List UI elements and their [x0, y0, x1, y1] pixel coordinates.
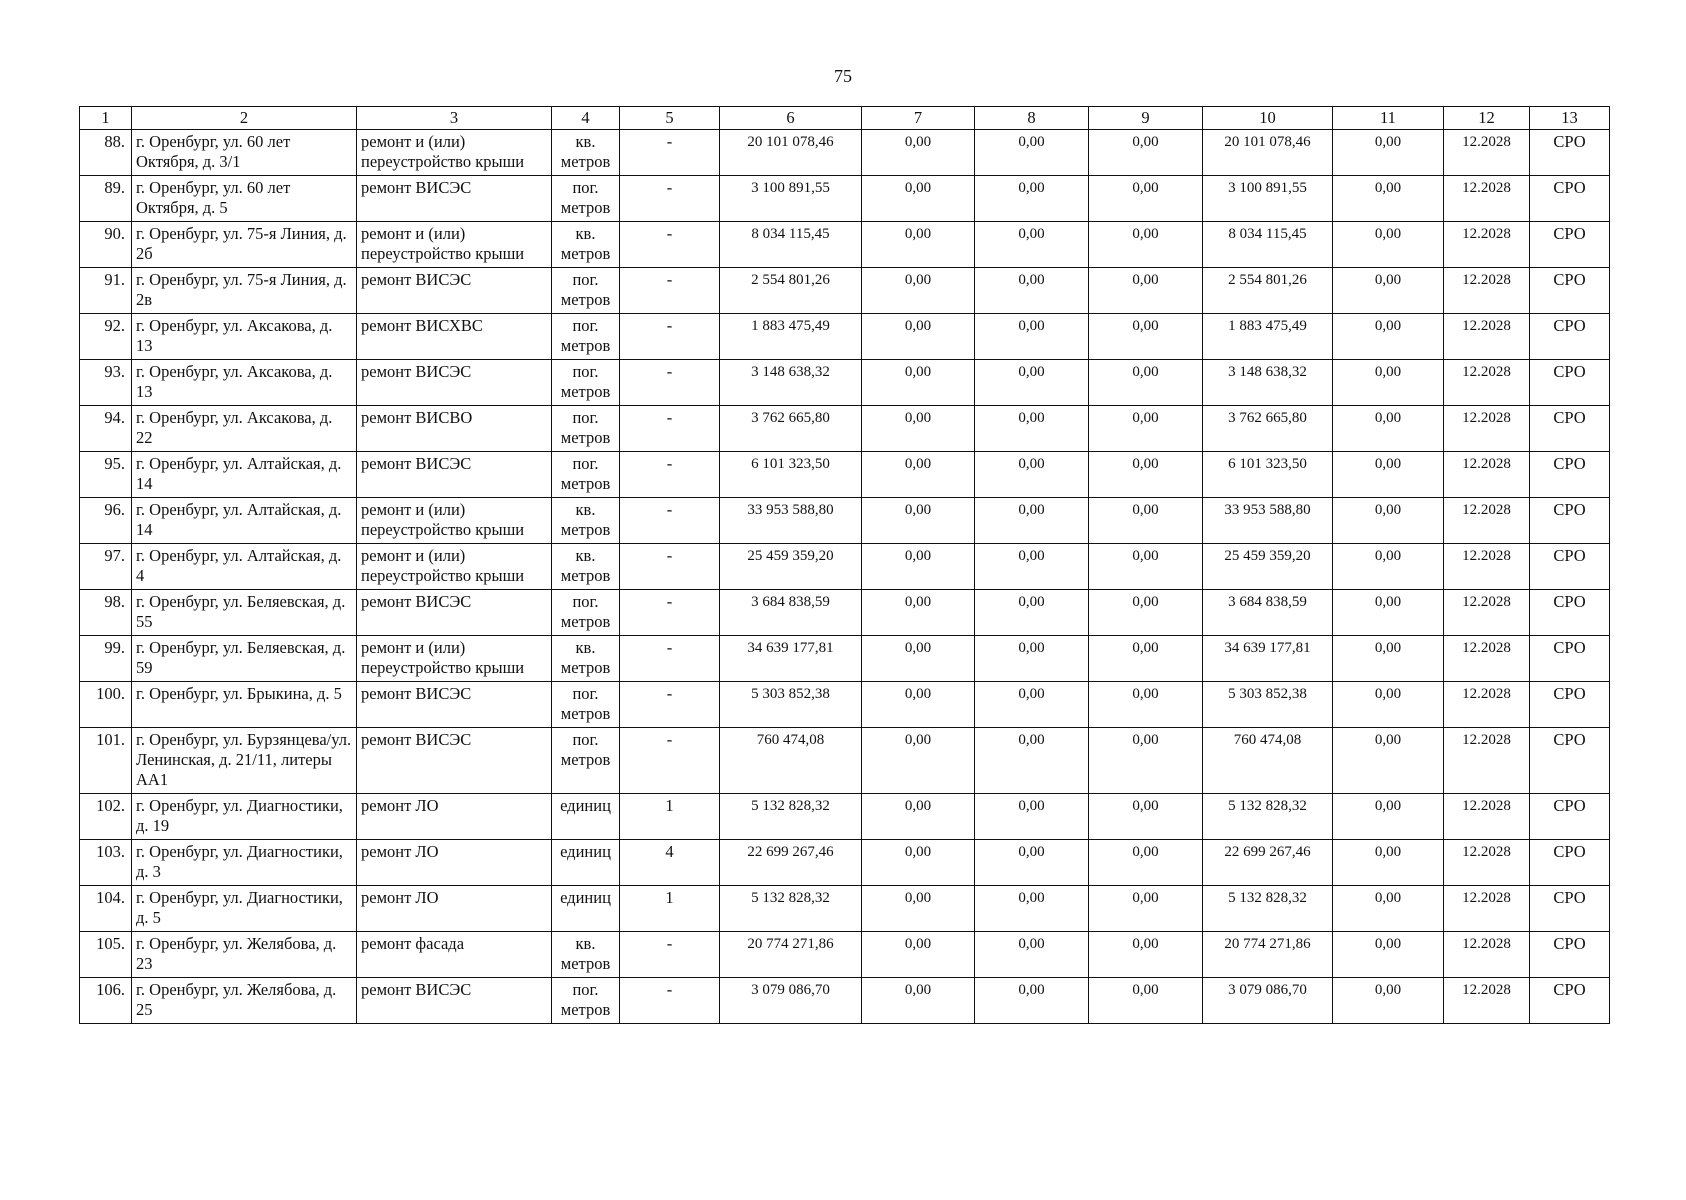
fund-cell-9: 0,00: [1089, 406, 1203, 452]
total-cost-cell: 3 148 638,32: [720, 360, 862, 406]
fund-cell-8: 0,00: [975, 682, 1089, 728]
fund-source-cell: СРО: [1530, 590, 1610, 636]
total-cost-cell: 1 883 475,49: [720, 314, 862, 360]
total-cost-cell: 2 554 801,26: [720, 268, 862, 314]
row-number: 106.: [80, 978, 132, 1024]
row-number: 97.: [80, 544, 132, 590]
completion-date-cell: 12.2028: [1444, 544, 1530, 590]
fund-cell-10: 5 132 828,32: [1203, 794, 1333, 840]
fund-cell-8: 0,00: [975, 932, 1089, 978]
fund-cell-7: 0,00: [862, 360, 975, 406]
fund-cell-7: 0,00: [862, 222, 975, 268]
fund-cell-10: 6 101 323,50: [1203, 452, 1333, 498]
fund-cell-9: 0,00: [1089, 360, 1203, 406]
fund-cell-7: 0,00: [862, 314, 975, 360]
completion-date-cell: 12.2028: [1444, 794, 1530, 840]
address-cell: г. Оренбург, ул. Алтайская, д. 14: [132, 498, 357, 544]
fund-cell-8: 0,00: [975, 728, 1089, 794]
unit-cell: кв. метров: [552, 222, 620, 268]
fund-cell-10: 3 148 638,32: [1203, 360, 1333, 406]
work-type-cell: ремонт ВИСЭС: [357, 452, 552, 498]
fund-cell-10: 5 303 852,38: [1203, 682, 1333, 728]
fund-cell-9: 0,00: [1089, 886, 1203, 932]
fund-cell-10: 3 684 838,59: [1203, 590, 1333, 636]
table-row: [80, 840, 1610, 886]
table-row: [80, 176, 1610, 222]
total-cost-cell: 20 774 271,86: [720, 932, 862, 978]
row-number: 105.: [80, 932, 132, 978]
fund-source-cell: СРО: [1530, 682, 1610, 728]
total-cost-cell: 6 101 323,50: [720, 452, 862, 498]
quantity-cell: -: [620, 636, 720, 682]
fund-cell-10: 3 079 086,70: [1203, 978, 1333, 1024]
fund-cell-11: 0,00: [1333, 544, 1444, 590]
completion-date-cell: 12.2028: [1444, 268, 1530, 314]
work-type-cell: ремонт ВИСЭС: [357, 360, 552, 406]
quantity-cell: -: [620, 978, 720, 1024]
fund-cell-11: 0,00: [1333, 222, 1444, 268]
completion-date-cell: 12.2028: [1444, 886, 1530, 932]
address-cell: г. Оренбург, ул. 75-я Линия, д. 2в: [132, 268, 357, 314]
unit-cell: единиц: [552, 794, 620, 840]
total-cost-cell: 5 132 828,32: [720, 794, 862, 840]
column-number-row: [80, 107, 1610, 130]
fund-cell-11: 0,00: [1333, 886, 1444, 932]
fund-cell-8: 0,00: [975, 452, 1089, 498]
column-header-5: 5: [620, 107, 720, 130]
fund-source-cell: СРО: [1530, 840, 1610, 886]
address-cell: г. Оренбург, ул. 60 лет Октября, д. 5: [132, 176, 357, 222]
column-header-8: 8: [975, 107, 1089, 130]
completion-date-cell: 12.2028: [1444, 840, 1530, 886]
address-cell: г. Оренбург, ул. Аксакова, д. 13: [132, 314, 357, 360]
table-row: [80, 406, 1610, 452]
fund-cell-10: 2 554 801,26: [1203, 268, 1333, 314]
total-cost-cell: 33 953 588,80: [720, 498, 862, 544]
fund-cell-9: 0,00: [1089, 268, 1203, 314]
fund-cell-9: 0,00: [1089, 176, 1203, 222]
fund-source-cell: СРО: [1530, 544, 1610, 590]
total-cost-cell: 3 079 086,70: [720, 978, 862, 1024]
fund-cell-7: 0,00: [862, 978, 975, 1024]
work-type-cell: ремонт фасада: [357, 932, 552, 978]
unit-cell: кв. метров: [552, 636, 620, 682]
capital-repair-table: [79, 106, 1610, 1024]
work-type-cell: ремонт и (или) переустройство крыши: [357, 498, 552, 544]
fund-source-cell: СРО: [1530, 314, 1610, 360]
unit-cell: пог. метров: [552, 452, 620, 498]
row-number: 93.: [80, 360, 132, 406]
fund-cell-7: 0,00: [862, 886, 975, 932]
total-cost-cell: 3 684 838,59: [720, 590, 862, 636]
fund-cell-8: 0,00: [975, 314, 1089, 360]
fund-cell-11: 0,00: [1333, 314, 1444, 360]
fund-source-cell: СРО: [1530, 498, 1610, 544]
completion-date-cell: 12.2028: [1444, 452, 1530, 498]
fund-cell-9: 0,00: [1089, 222, 1203, 268]
fund-cell-8: 0,00: [975, 794, 1089, 840]
row-number: 91.: [80, 268, 132, 314]
fund-cell-9: 0,00: [1089, 314, 1203, 360]
completion-date-cell: 12.2028: [1444, 360, 1530, 406]
work-type-cell: ремонт ВИСЭС: [357, 978, 552, 1024]
fund-cell-9: 0,00: [1089, 682, 1203, 728]
fund-cell-11: 0,00: [1333, 978, 1444, 1024]
fund-cell-11: 0,00: [1333, 932, 1444, 978]
row-number: 102.: [80, 794, 132, 840]
fund-cell-10: 33 953 588,80: [1203, 498, 1333, 544]
fund-source-cell: СРО: [1530, 886, 1610, 932]
fund-cell-10: 3 100 891,55: [1203, 176, 1333, 222]
fund-cell-7: 0,00: [862, 728, 975, 794]
row-number: 88.: [80, 130, 132, 176]
fund-cell-7: 0,00: [862, 794, 975, 840]
fund-cell-7: 0,00: [862, 268, 975, 314]
fund-cell-11: 0,00: [1333, 130, 1444, 176]
fund-cell-10: 8 034 115,45: [1203, 222, 1333, 268]
work-type-cell: ремонт ВИСХВС: [357, 314, 552, 360]
fund-cell-11: 0,00: [1333, 176, 1444, 222]
completion-date-cell: 12.2028: [1444, 406, 1530, 452]
quantity-cell: 4: [620, 840, 720, 886]
table-row: [80, 590, 1610, 636]
column-header-4: 4: [552, 107, 620, 130]
fund-source-cell: СРО: [1530, 406, 1610, 452]
table-row: [80, 978, 1610, 1024]
address-cell: г. Оренбург, ул. Бурзянцева/ул. Ленинская, д. 21/11, литеры АА1: [132, 728, 357, 794]
work-type-cell: ремонт ЛО: [357, 794, 552, 840]
fund-cell-9: 0,00: [1089, 728, 1203, 794]
row-number: 100.: [80, 682, 132, 728]
unit-cell: кв. метров: [552, 932, 620, 978]
row-number: 103.: [80, 840, 132, 886]
address-cell: г. Оренбург, ул. Аксакова, д. 22: [132, 406, 357, 452]
fund-cell-9: 0,00: [1089, 498, 1203, 544]
fund-source-cell: СРО: [1530, 978, 1610, 1024]
unit-cell: кв. метров: [552, 130, 620, 176]
completion-date-cell: 12.2028: [1444, 728, 1530, 794]
fund-source-cell: СРО: [1530, 268, 1610, 314]
row-number: 99.: [80, 636, 132, 682]
table-row: [80, 268, 1610, 314]
quantity-cell: -: [620, 360, 720, 406]
table-row: [80, 314, 1610, 360]
unit-cell: пог. метров: [552, 360, 620, 406]
row-number: 98.: [80, 590, 132, 636]
unit-cell: пог. метров: [552, 590, 620, 636]
quantity-cell: -: [620, 544, 720, 590]
fund-cell-7: 0,00: [862, 176, 975, 222]
fund-cell-11: 0,00: [1333, 406, 1444, 452]
fund-cell-8: 0,00: [975, 268, 1089, 314]
fund-cell-11: 0,00: [1333, 360, 1444, 406]
fund-cell-8: 0,00: [975, 498, 1089, 544]
unit-cell: единиц: [552, 886, 620, 932]
fund-cell-11: 0,00: [1333, 452, 1444, 498]
unit-cell: пог. метров: [552, 268, 620, 314]
column-header-9: 9: [1089, 107, 1203, 130]
total-cost-cell: 5 303 852,38: [720, 682, 862, 728]
fund-source-cell: СРО: [1530, 452, 1610, 498]
quantity-cell: -: [620, 682, 720, 728]
fund-cell-10: 20 774 271,86: [1203, 932, 1333, 978]
column-header-11: 11: [1333, 107, 1444, 130]
table-row: [80, 544, 1610, 590]
fund-cell-7: 0,00: [862, 406, 975, 452]
row-number: 96.: [80, 498, 132, 544]
fund-cell-11: 0,00: [1333, 840, 1444, 886]
fund-cell-7: 0,00: [862, 636, 975, 682]
work-type-cell: ремонт ВИСЭС: [357, 682, 552, 728]
fund-cell-7: 0,00: [862, 130, 975, 176]
fund-cell-8: 0,00: [975, 130, 1089, 176]
work-type-cell: ремонт ВИСЭС: [357, 590, 552, 636]
table-row: [80, 360, 1610, 406]
unit-cell: пог. метров: [552, 176, 620, 222]
completion-date-cell: 12.2028: [1444, 682, 1530, 728]
fund-cell-9: 0,00: [1089, 932, 1203, 978]
fund-cell-9: 0,00: [1089, 840, 1203, 886]
completion-date-cell: 12.2028: [1444, 932, 1530, 978]
column-header-13: 13: [1530, 107, 1610, 130]
column-header-7: 7: [862, 107, 975, 130]
quantity-cell: -: [620, 176, 720, 222]
quantity-cell: -: [620, 268, 720, 314]
fund-cell-7: 0,00: [862, 932, 975, 978]
work-type-cell: ремонт ВИСЭС: [357, 728, 552, 794]
fund-source-cell: СРО: [1530, 130, 1610, 176]
fund-cell-8: 0,00: [975, 406, 1089, 452]
total-cost-cell: 34 639 177,81: [720, 636, 862, 682]
fund-cell-10: 5 132 828,32: [1203, 886, 1333, 932]
row-number: 92.: [80, 314, 132, 360]
address-cell: г. Оренбург, ул. Алтайская, д. 4: [132, 544, 357, 590]
quantity-cell: -: [620, 728, 720, 794]
column-header-2: 2: [132, 107, 357, 130]
quantity-cell: -: [620, 452, 720, 498]
row-number: 101.: [80, 728, 132, 794]
work-type-cell: ремонт ЛО: [357, 886, 552, 932]
address-cell: г. Оренбург, ул. Беляевская, д. 55: [132, 590, 357, 636]
fund-source-cell: СРО: [1530, 728, 1610, 794]
address-cell: г. Оренбург, ул. Брыкина, д. 5: [132, 682, 357, 728]
page-number: 75: [834, 66, 852, 86]
address-cell: г. Оренбург, ул. 75-я Линия, д. 2б: [132, 222, 357, 268]
table-row: [80, 794, 1610, 840]
address-cell: г. Оренбург, ул. Диагностики, д. 19: [132, 794, 357, 840]
unit-cell: пог. метров: [552, 314, 620, 360]
quantity-cell: -: [620, 932, 720, 978]
fund-cell-11: 0,00: [1333, 728, 1444, 794]
completion-date-cell: 12.2028: [1444, 314, 1530, 360]
table-row: [80, 728, 1610, 794]
fund-cell-9: 0,00: [1089, 636, 1203, 682]
fund-cell-8: 0,00: [975, 886, 1089, 932]
total-cost-cell: 3 762 665,80: [720, 406, 862, 452]
work-type-cell: ремонт ВИСЭС: [357, 176, 552, 222]
column-header-1: 1: [80, 107, 132, 130]
quantity-cell: 1: [620, 886, 720, 932]
unit-cell: пог. метров: [552, 978, 620, 1024]
fund-cell-7: 0,00: [862, 682, 975, 728]
quantity-cell: -: [620, 590, 720, 636]
total-cost-cell: 760 474,08: [720, 728, 862, 794]
work-type-cell: ремонт и (или) переустройство крыши: [357, 636, 552, 682]
address-cell: г. Оренбург, ул. 60 лет Октября, д. 3/1: [132, 130, 357, 176]
address-cell: г. Оренбург, ул. Аксакова, д. 13: [132, 360, 357, 406]
total-cost-cell: 20 101 078,46: [720, 130, 862, 176]
fund-cell-10: 1 883 475,49: [1203, 314, 1333, 360]
address-cell: г. Оренбург, ул. Алтайская, д. 14: [132, 452, 357, 498]
fund-cell-10: 22 699 267,46: [1203, 840, 1333, 886]
row-number: 94.: [80, 406, 132, 452]
fund-cell-7: 0,00: [862, 452, 975, 498]
fund-cell-9: 0,00: [1089, 452, 1203, 498]
work-type-cell: ремонт и (или) переустройство крыши: [357, 544, 552, 590]
fund-cell-8: 0,00: [975, 176, 1089, 222]
fund-cell-9: 0,00: [1089, 794, 1203, 840]
fund-cell-8: 0,00: [975, 590, 1089, 636]
address-cell: г. Оренбург, ул. Желябова, д. 23: [132, 932, 357, 978]
column-header-6: 6: [720, 107, 862, 130]
table-row: [80, 498, 1610, 544]
address-cell: г. Оренбург, ул. Диагностики, д. 3: [132, 840, 357, 886]
fund-cell-9: 0,00: [1089, 544, 1203, 590]
fund-source-cell: СРО: [1530, 932, 1610, 978]
fund-cell-10: 20 101 078,46: [1203, 130, 1333, 176]
total-cost-cell: 3 100 891,55: [720, 176, 862, 222]
fund-cell-10: 3 762 665,80: [1203, 406, 1333, 452]
work-type-cell: ремонт и (или) переустройство крыши: [357, 130, 552, 176]
fund-cell-9: 0,00: [1089, 978, 1203, 1024]
row-number: 90.: [80, 222, 132, 268]
unit-cell: кв. метров: [552, 498, 620, 544]
quantity-cell: 1: [620, 794, 720, 840]
row-number: 104.: [80, 886, 132, 932]
column-header-10: 10: [1203, 107, 1333, 130]
completion-date-cell: 12.2028: [1444, 498, 1530, 544]
fund-cell-7: 0,00: [862, 544, 975, 590]
total-cost-cell: 22 699 267,46: [720, 840, 862, 886]
completion-date-cell: 12.2028: [1444, 222, 1530, 268]
fund-cell-11: 0,00: [1333, 498, 1444, 544]
completion-date-cell: 12.2028: [1444, 590, 1530, 636]
fund-cell-7: 0,00: [862, 590, 975, 636]
table-row: [80, 222, 1610, 268]
quantity-cell: -: [620, 314, 720, 360]
fund-source-cell: СРО: [1530, 176, 1610, 222]
quantity-cell: -: [620, 498, 720, 544]
table-header: [80, 107, 1610, 130]
address-cell: г. Оренбург, ул. Диагностики, д. 5: [132, 886, 357, 932]
unit-cell: единиц: [552, 840, 620, 886]
fund-source-cell: СРО: [1530, 360, 1610, 406]
total-cost-cell: 5 132 828,32: [720, 886, 862, 932]
fund-source-cell: СРО: [1530, 794, 1610, 840]
row-number: 89.: [80, 176, 132, 222]
unit-cell: пог. метров: [552, 682, 620, 728]
fund-cell-8: 0,00: [975, 360, 1089, 406]
table-row: [80, 682, 1610, 728]
total-cost-cell: 25 459 359,20: [720, 544, 862, 590]
fund-cell-7: 0,00: [862, 840, 975, 886]
fund-cell-11: 0,00: [1333, 794, 1444, 840]
quantity-cell: -: [620, 130, 720, 176]
column-header-3: 3: [357, 107, 552, 130]
unit-cell: кв. метров: [552, 544, 620, 590]
fund-cell-9: 0,00: [1089, 590, 1203, 636]
table-body: [80, 130, 1610, 1024]
work-type-cell: ремонт ВИСЭС: [357, 268, 552, 314]
work-type-cell: ремонт ЛО: [357, 840, 552, 886]
table-row: [80, 452, 1610, 498]
completion-date-cell: 12.2028: [1444, 636, 1530, 682]
fund-cell-11: 0,00: [1333, 590, 1444, 636]
unit-cell: пог. метров: [552, 728, 620, 794]
fund-cell-11: 0,00: [1333, 682, 1444, 728]
table-row: [80, 636, 1610, 682]
completion-date-cell: 12.2028: [1444, 978, 1530, 1024]
fund-cell-8: 0,00: [975, 840, 1089, 886]
unit-cell: пог. метров: [552, 406, 620, 452]
fund-cell-8: 0,00: [975, 978, 1089, 1024]
quantity-cell: -: [620, 406, 720, 452]
fund-cell-11: 0,00: [1333, 636, 1444, 682]
total-cost-cell: 8 034 115,45: [720, 222, 862, 268]
fund-cell-11: 0,00: [1333, 268, 1444, 314]
fund-cell-10: 25 459 359,20: [1203, 544, 1333, 590]
fund-cell-8: 0,00: [975, 222, 1089, 268]
row-number: 95.: [80, 452, 132, 498]
address-cell: г. Оренбург, ул. Беляевская, д. 59: [132, 636, 357, 682]
fund-cell-8: 0,00: [975, 636, 1089, 682]
table-row: [80, 932, 1610, 978]
quantity-cell: -: [620, 222, 720, 268]
address-cell: г. Оренбург, ул. Желябова, д. 25: [132, 978, 357, 1024]
completion-date-cell: 12.2028: [1444, 130, 1530, 176]
fund-cell-9: 0,00: [1089, 130, 1203, 176]
table-row: [80, 130, 1610, 176]
work-type-cell: ремонт и (или) переустройство крыши: [357, 222, 552, 268]
column-header-12: 12: [1444, 107, 1530, 130]
fund-cell-7: 0,00: [862, 498, 975, 544]
work-type-cell: ремонт ВИСВО: [357, 406, 552, 452]
fund-source-cell: СРО: [1530, 222, 1610, 268]
fund-cell-10: 34 639 177,81: [1203, 636, 1333, 682]
fund-source-cell: СРО: [1530, 636, 1610, 682]
fund-cell-8: 0,00: [975, 544, 1089, 590]
fund-cell-10: 760 474,08: [1203, 728, 1333, 794]
completion-date-cell: 12.2028: [1444, 176, 1530, 222]
table-row: [80, 886, 1610, 932]
